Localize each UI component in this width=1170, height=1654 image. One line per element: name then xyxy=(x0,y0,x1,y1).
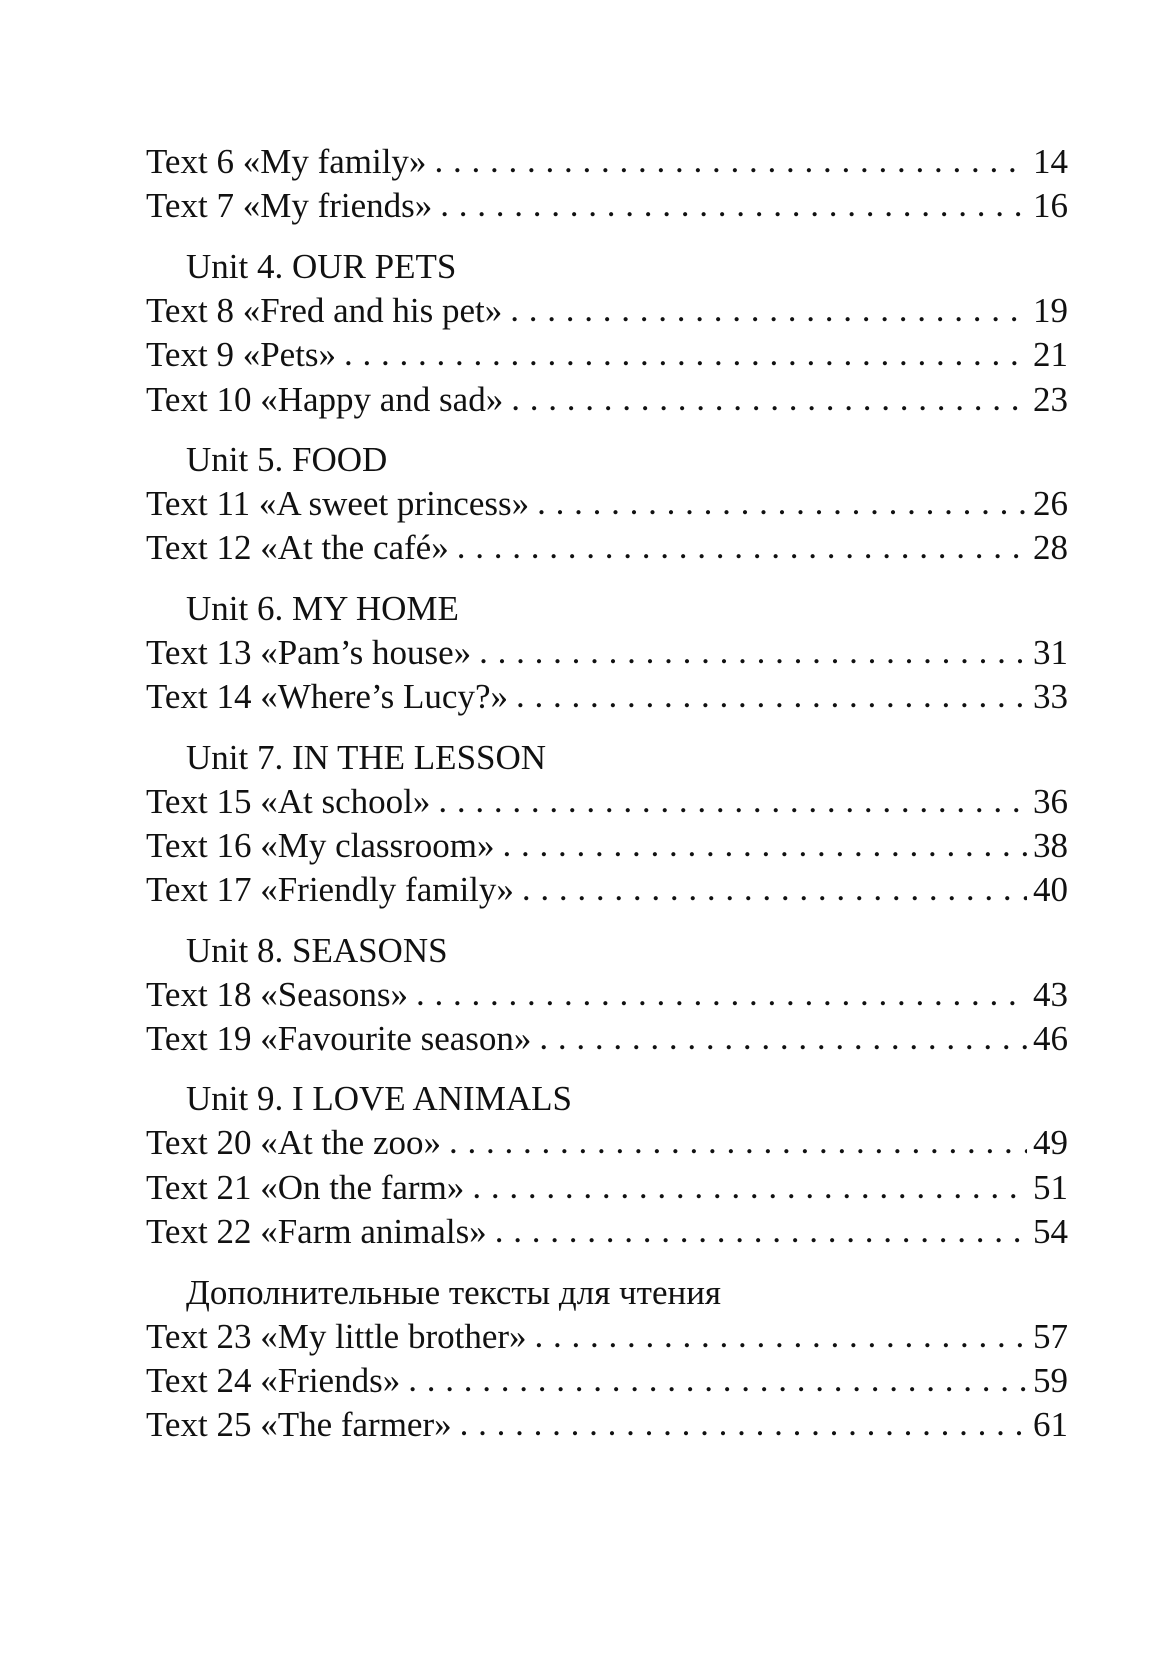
toc-entry xyxy=(146,1166,1068,1210)
toc-entry-title: Text 12 «At the café» xyxy=(146,528,449,568)
toc-entry-title: Text 6 «My family» xyxy=(146,142,427,181)
toc-entry-title: Text 9 «Pets» xyxy=(146,335,337,375)
dot-leader xyxy=(502,823,1027,867)
toc-entry-title: Text 16 «My classroom» xyxy=(146,825,495,865)
dot-leader xyxy=(408,1358,1027,1402)
unit-heading: Unit 7. IN THE LESSON xyxy=(186,737,547,777)
toc-entry-title: Text 8 «Fred and his pet» xyxy=(146,290,503,330)
unit-heading: Unit 8. SEASONS xyxy=(186,930,448,970)
toc-entry xyxy=(146,824,1068,868)
toc-entry xyxy=(146,289,1068,333)
toc-entry-page: 33 xyxy=(1033,677,1068,717)
toc-entry-page: 43 xyxy=(1033,974,1068,1014)
toc-entry xyxy=(146,868,1068,912)
toc-entry-page: 61 xyxy=(1033,1405,1068,1445)
toc-entry xyxy=(146,1403,1068,1447)
toc-entry-title: Text 20 «At the zoo» xyxy=(146,1123,441,1163)
dot-leader xyxy=(438,779,1027,823)
dot-leader xyxy=(440,183,1027,227)
toc-entry-page: 14 xyxy=(1033,142,1068,181)
toc-entry-page: 26 xyxy=(1033,483,1068,523)
toc-entry-title: Text 15 «At school» xyxy=(146,781,431,821)
toc-entry-title: Text 19 «Favourite season» xyxy=(146,1019,532,1059)
toc-entry-title: Text 11 «A sweet princess» xyxy=(146,483,530,523)
toc-entry-title: Text 24 «Friends» xyxy=(146,1361,401,1401)
toc-entry-page: 54 xyxy=(1033,1212,1068,1252)
toc-group xyxy=(146,1271,1068,1448)
dot-leader xyxy=(535,1314,1027,1358)
dot-leader xyxy=(479,630,1027,674)
toc-entry-page: 19 xyxy=(1033,290,1068,330)
toc-group xyxy=(146,1077,1068,1254)
toc-group xyxy=(146,438,1068,571)
dot-leader xyxy=(511,377,1027,421)
toc-entry-page: 16 xyxy=(1033,186,1068,226)
unit-heading: Unit 4. OUR PETS xyxy=(186,246,457,286)
toc-entry-page: 31 xyxy=(1033,632,1068,672)
toc-entry-page: 59 xyxy=(1033,1361,1068,1401)
dot-leader xyxy=(460,1402,1027,1446)
table-of-contents xyxy=(146,140,1068,1448)
unit-heading: Дополнительные тексты для чтения xyxy=(186,1272,722,1312)
toc-entry-page: 57 xyxy=(1033,1316,1068,1356)
toc-group xyxy=(146,587,1068,720)
toc-entry-title: Text 22 «Farm animals» xyxy=(146,1212,487,1252)
toc-entry xyxy=(146,1017,1068,1061)
dot-leader xyxy=(495,1209,1027,1253)
toc-entry xyxy=(146,631,1068,675)
toc-entry xyxy=(146,526,1068,570)
toc-entry xyxy=(146,140,1068,184)
toc-entry-title: Text 23 «My little brother» xyxy=(146,1316,527,1356)
toc-entry-title: Text 10 «Happy and sad» xyxy=(146,379,504,419)
dot-leader xyxy=(457,525,1027,569)
toc-entry xyxy=(146,1121,1068,1165)
dot-leader xyxy=(510,288,1027,332)
toc-entry-page: 40 xyxy=(1033,870,1068,910)
toc-entry-title: Text 17 «Friendly family» xyxy=(146,870,514,910)
dot-leader xyxy=(516,674,1027,718)
toc-entry-page: 21 xyxy=(1033,335,1068,375)
dot-leader xyxy=(434,139,1027,183)
toc-entry xyxy=(146,675,1068,719)
toc-entry-page: 38 xyxy=(1033,825,1068,865)
dot-leader xyxy=(537,481,1027,525)
toc-group xyxy=(146,245,1068,422)
unit-heading: Unit 5. FOOD xyxy=(186,439,388,479)
toc-entry xyxy=(146,1210,1068,1254)
unit-heading: Unit 9. I LOVE ANIMALS xyxy=(186,1079,572,1119)
dot-leader xyxy=(522,867,1027,911)
toc-entry-title: Text 13 «Pam’s house» xyxy=(146,632,472,672)
dot-leader xyxy=(344,332,1027,376)
toc-entry-page: 46 xyxy=(1033,1019,1068,1059)
toc-group xyxy=(146,929,1068,1062)
toc-group xyxy=(146,736,1068,913)
toc-entry xyxy=(146,1359,1068,1403)
toc-entry xyxy=(146,780,1068,824)
dot-leader xyxy=(449,1120,1027,1164)
toc-entry-title: Text 25 «The farmer» xyxy=(146,1405,452,1445)
toc-entry xyxy=(146,378,1068,422)
toc-entry-page: 28 xyxy=(1033,528,1068,568)
toc-entry-page: 36 xyxy=(1033,781,1068,821)
toc-entry xyxy=(146,482,1068,526)
toc-entry xyxy=(146,1315,1068,1359)
dot-leader xyxy=(472,1165,1027,1209)
toc-entry xyxy=(146,184,1068,228)
toc-entry xyxy=(146,973,1068,1017)
toc-entry-title: Text 14 «Where’s Lucy?» xyxy=(146,677,508,717)
dot-leader xyxy=(416,972,1027,1016)
toc-entry xyxy=(146,333,1068,377)
dot-leader xyxy=(539,1016,1027,1060)
toc-entry-page: 49 xyxy=(1033,1123,1068,1163)
unit-heading: Unit 6. MY HOME xyxy=(186,588,459,628)
toc-entry-page: 51 xyxy=(1033,1167,1068,1207)
toc-entry-title: Text 7 «My friends» xyxy=(146,186,433,226)
toc-entry-title: Text 21 «On the farm» xyxy=(146,1167,465,1207)
toc-entry-page: 23 xyxy=(1033,379,1068,419)
toc-group xyxy=(146,140,1068,229)
toc-entry-title: Text 18 «Seasons» xyxy=(146,974,408,1014)
